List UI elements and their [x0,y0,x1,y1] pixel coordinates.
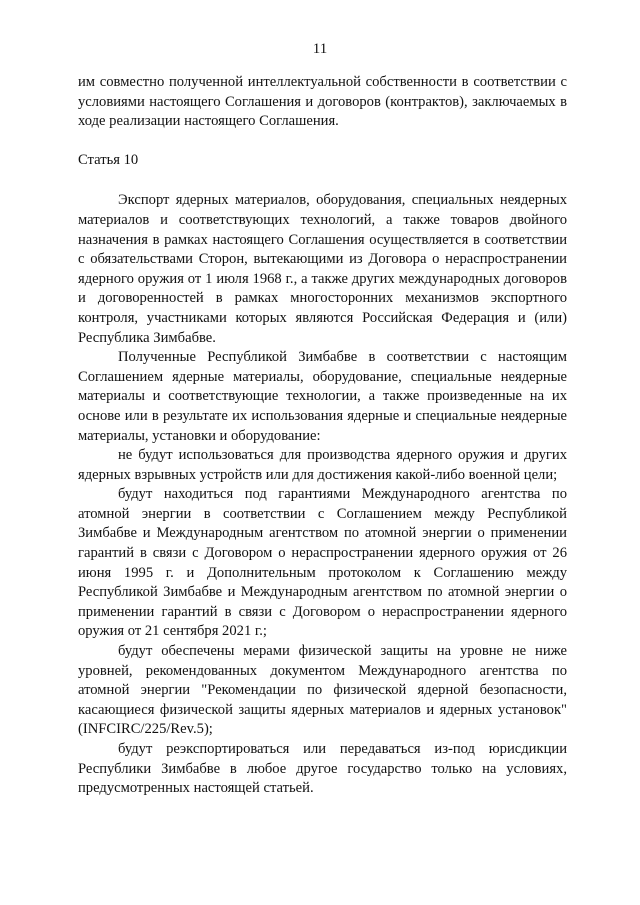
paragraph-no-weapons: не будут использоваться для производства ядерного оружия и других ядерных взрывных устройств или для достижения какой-либо военной цели; [78,447,567,483]
article-title: Статья 10 [78,151,139,168]
paragraph-physical-protection: будут обеспечены мерами физической защиты на уровне не ниже уровней, рекомендованных документом Международного агентства по атомной энергии "Рекомендации по физической ядерной безопасности, касающиеся физической защиты ядерных материалов и ядерных установок" (INFCIRC/225/Rev.5); [78,643,567,738]
paragraph-export: Экспорт ядерных материалов, оборудования, специальных неядерных материалов и соответствующих технологий, а также товаров двойного назначения в рамках настоящего Соглашения осуществляется в соответствии с обязательствами Сторон, вытекающими из Договора о нераспространении ядерного оружия от 1 июля 1968 г., а также других международных договоров и договоренностей в рамках многосторонних механизмов экспортного контроля, участниками которых являются Российская Федерация и (или) Республика Зимбабве. [78,192,567,346]
document-body [78,73,567,799]
paragraph-reexport: будут реэкспортироваться или передаваться из-под юрисдикции Республики Зимбабве в любое другое государство только на условиях, предусмотренных настоящей статьей. [78,741,567,797]
page-number: 11 [312,41,328,57]
paragraph-received-materials: Полученные Республикой Зимбабве в соответствии с настоящим Соглашением ядерные материалы, оборудование, специальные неядерные материалы и соответствующие технологии, а также произведенные на их основе или в результате их использования ядерные и специальные неядерные материалы, установки и оборудование: [78,349,567,444]
continuation-paragraph: им совместно полученной интеллектуальной собственности в соответствии с условиями настоящего Соглашения и договоров (контрактов), заключаемых в ходе реализации настоящего Соглашения. [78,74,567,130]
paragraph-safeguards: будут находиться под гарантиями Международного агентства по атомной энергии в соответствии с Соглашением между Республикой Зимбабве и Международным агентством по атомной энергии о применении гарантий в связи с Договором о нераспространении ядерного оружия от 26 июня 1995 г. и Дополнительным протоколом к Соглашению между Республикой Зимбабве и Международным агентством по атомной энергии о применении гарантий в связи с Договором о нераспространении ядерного оружия от 21 сентября 2021 г.; [78,486,567,640]
